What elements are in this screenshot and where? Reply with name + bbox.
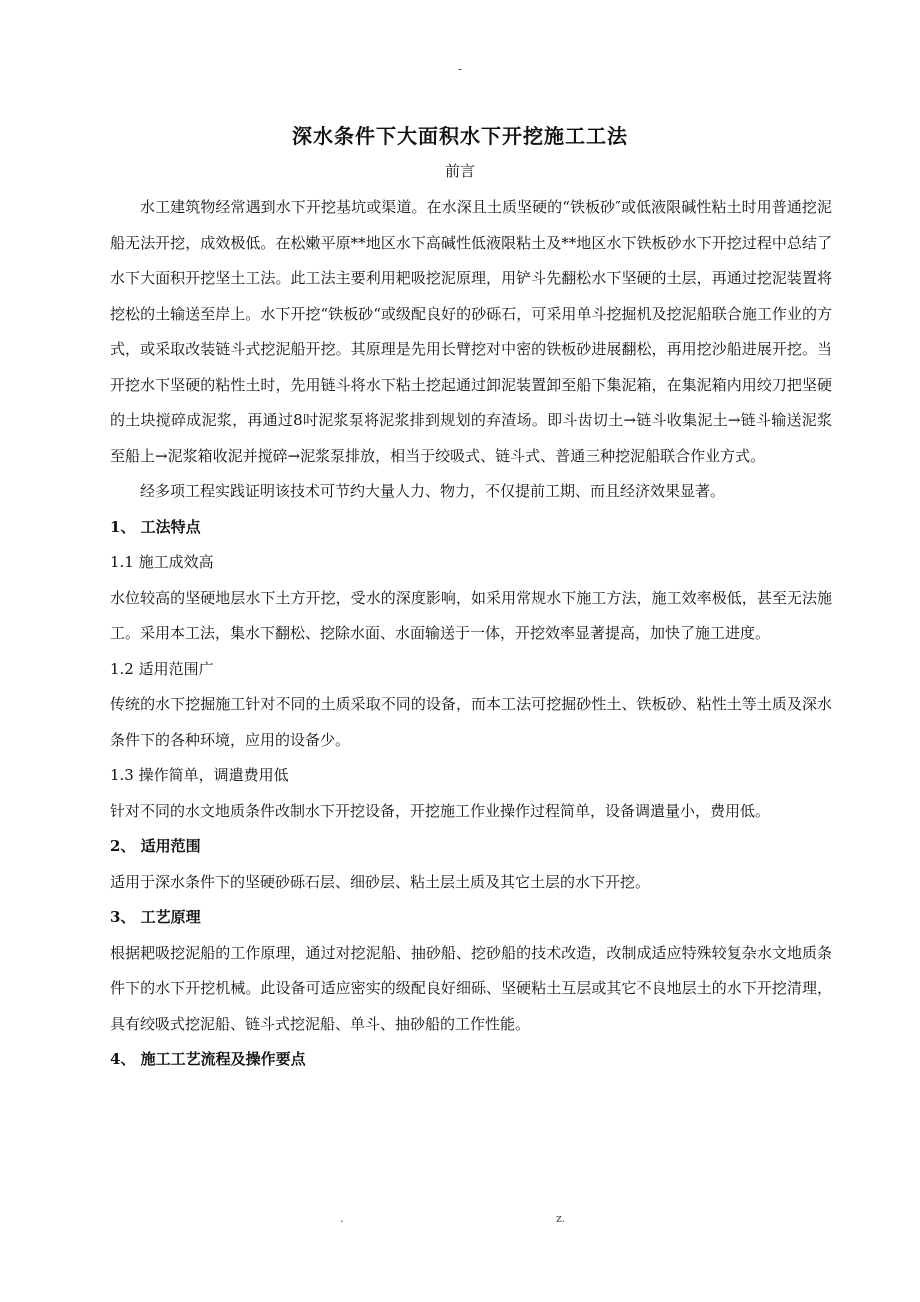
- document-title: 深水条件下大面积水下开挖施工工法: [292, 124, 628, 148]
- subsection-heading: 1.1 施工成效高: [110, 553, 214, 571]
- footer-left-mark: .: [340, 1212, 344, 1225]
- section-heading: 4、 施工工艺流程及操作要点: [110, 1050, 306, 1068]
- subsection-heading: 1.3 操作简单，调遣费用低: [110, 766, 289, 784]
- section-heading: 3、 工艺原理: [110, 908, 201, 926]
- body-paragraph: 水位较高的坚硬地层水下土方开挖，受水的深度影响，如采用常规水下施工方法，施工效率极低，甚至无法施工。采用本工法，集水下翻松、挖除水面、水面输送于一体，开挖效率显著提高，加快了施工进度。: [110, 588, 832, 642]
- footer-right-mark: z.: [556, 1212, 566, 1225]
- document-body: [110, 190, 832, 1078]
- document-subtitle: 前言: [444, 162, 475, 180]
- body-paragraph: 传统的水下挖掘施工针对不同的土质采取不同的设备，而本工法可挖掘砂性土、铁板砂、粘性土等土质及深水条件下的各种环境，应用的设备少。: [110, 695, 832, 749]
- intro-paragraph: 水工建筑物经常遇到水下开挖基坑或渠道。在水深且土质坚硬的“铁板砂″或低液限碱性粘土时用普通挖泥船无法开挖，成效极低。在松嫩平原**地区水下高碱性低液限粘土及**地区水下铁板砂水下开挖过程中总结了水下大面积开挖坚土工法。此工法主要利用耙吸挖泥原理，用铲斗先翻松水下坚硬的土层，再通过挖泥装置将挖松的土输送至岸上。水下开挖“铁板砂“或级配良好的砂砾石，可采用单斗挖掘机及挖泥船联合施工作业的方式，或采取改装链斗式挖泥船开挖。其原理是先用长臂挖对中密的铁板砂进展翻松，再用挖沙船进展开挖。当开挖水下坚硬的粘性土时，先用链斗将水下粘土挖起通过卸泥装置卸至船下集泥箱，在集泥箱内用绞刀把坚硬的土块搅碎成泥浆，再通过8吋泥浆泵将泥浆排到规划的弃渣场。即斗齿切土→链斗收集泥土→链斗输送泥浆至船上→泥浆箱收泥并搅碎→泥浆泵排放，相当于绞吸式、链斗式、普通三种挖泥船联合作业方式。: [110, 198, 832, 465]
- intro-paragraph: 经多项工程实践证明该技术可节约大量人力、物力，不仅提前工期、而且经济效果显著。: [140, 482, 726, 500]
- body-paragraph: 根据耙吸挖泥船的工作原理，通过对挖泥船、抽砂船、挖砂船的技术改造，改制成适应特殊较复杂水文地质条件下的水下开挖机械。此设备可适应密实的级配良好细砾、坚硬粘土互层或其它不良地层土的水下开挖清理，具有绞吸式挖泥船、链斗式挖泥船、单斗、抽砂船的工作性能。: [110, 943, 832, 1033]
- header-mark: -: [457, 62, 463, 76]
- body-paragraph: 适用于深水条件下的坚硬砂砾石层、细砂层、粘土层土质及其它土层的水下开挖。: [110, 872, 651, 891]
- section-heading: 2、 适用范围: [110, 837, 201, 855]
- section-heading: 1、 工法特点: [110, 517, 201, 536]
- subsection-heading: 1.2 适用范围广: [110, 659, 214, 678]
- body-paragraph: 针对不同的水文地质条件改制水下开挖设备，开挖施工作业操作过程简单，设备调遣量小，费用低。: [110, 801, 771, 820]
